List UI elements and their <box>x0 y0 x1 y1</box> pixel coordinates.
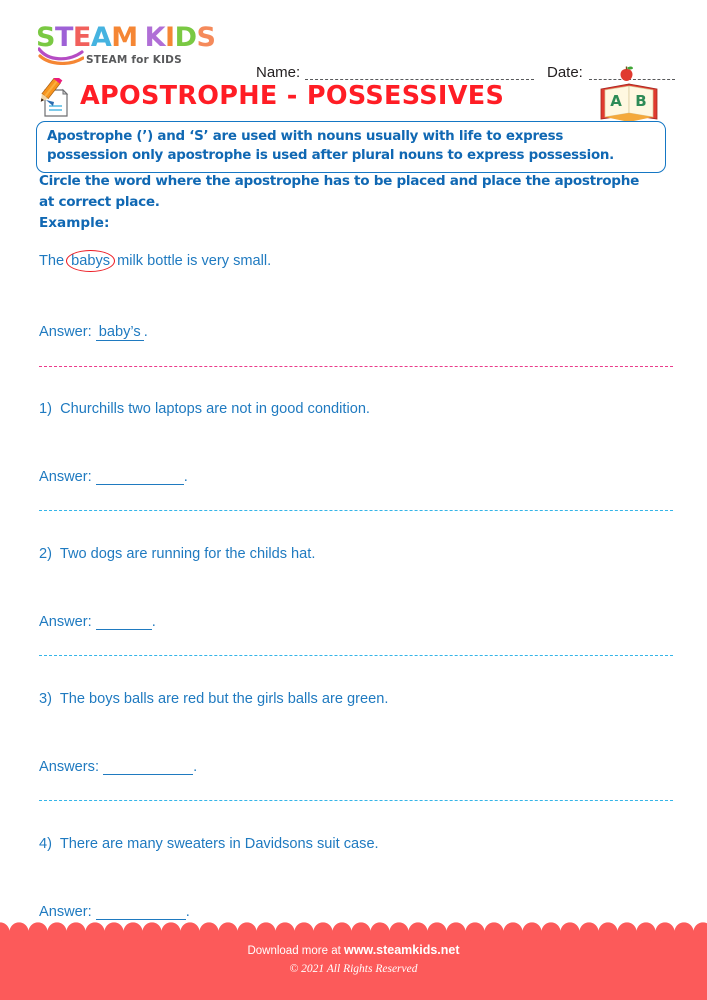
logo-letter-k: K <box>144 22 166 53</box>
logo-tagline: STEAM for KIDS <box>86 54 182 66</box>
answer-1-period: . <box>183 469 188 485</box>
directions-line-1: Circle the word where the apostrophe has to be placed and place the apostrophe <box>39 173 640 189</box>
question-4-text: There are many sweaters in Davidsons suit case. <box>59 836 379 852</box>
example-text-before: The <box>39 253 65 269</box>
answer-1-label: Answer: <box>39 469 92 485</box>
divider-teal-1 <box>39 510 673 511</box>
logo-letter-d: D <box>174 22 197 53</box>
divider-pink <box>39 366 673 367</box>
footer-download-line <box>0 943 707 957</box>
directions-line-2: at correct place. <box>39 194 160 210</box>
svg-text:A: A <box>610 92 622 110</box>
example-answer-label: Answer: <box>39 324 92 340</box>
divider-teal-3 <box>39 800 673 801</box>
answer-4-blank[interactable] <box>96 906 186 920</box>
example-answer-row <box>39 324 148 341</box>
logo-letter-e: E <box>72 22 91 53</box>
answer-row-1 <box>39 469 188 485</box>
logo-letter-m: M <box>111 22 138 53</box>
question-1-number: 1) <box>39 401 52 417</box>
example-answer-period: . <box>143 324 148 340</box>
example-answer-value: baby’s <box>96 324 144 341</box>
question-2-number: 2) <box>39 546 52 562</box>
question-1-text: Churchills two laptops are not in good condition. <box>60 401 370 417</box>
logo-letter-t: T <box>54 22 73 53</box>
answer-2-period: . <box>151 614 156 630</box>
answer-1-blank[interactable] <box>96 471 184 485</box>
footer-url[interactable]: www.steamkids.net <box>343 943 460 957</box>
answer-row-2 <box>39 614 156 630</box>
instruction-line-2: possession only apostrophe is used after plural nouns to express possession. <box>47 147 615 163</box>
question-2-text: Two dogs are running for the childs hat. <box>59 546 316 562</box>
steam-kids-logo <box>36 24 241 72</box>
question-3-text: The boys balls are red but the girls balls are green. <box>59 691 389 707</box>
footer-download-prefix: Download more at <box>247 945 344 957</box>
answer-row-3 <box>39 759 197 775</box>
date-field-label: Date: <box>547 64 583 81</box>
answer-4-label: Answer: <box>39 904 92 920</box>
answer-4-period: . <box>185 904 190 920</box>
instruction-line-1: Apostrophe (’) and ‘S’ are used with nouns usually with life to express <box>47 129 564 144</box>
example-text-after: milk bottle is very small. <box>117 253 272 269</box>
svg-text:B: B <box>635 92 647 110</box>
instruction-callout <box>36 121 666 173</box>
circled-word-text: babys <box>71 253 111 269</box>
pencil-writing-icon <box>33 78 75 120</box>
logo-swoosh-icon <box>38 45 84 65</box>
example-label: Example: <box>39 215 110 231</box>
answer-2-label: Answer: <box>39 614 92 630</box>
circled-word[interactable] <box>66 253 115 269</box>
scallop-edge-decoration <box>0 922 707 941</box>
abc-book-icon <box>595 65 665 123</box>
page-title: APOSTROPHE - POSSESSIVES <box>80 81 505 111</box>
answer-3-label: Answers: <box>39 759 100 775</box>
logo-letter-i: I <box>165 22 175 53</box>
directions-block <box>39 171 684 234</box>
answer-2-blank[interactable] <box>96 616 152 630</box>
footer-copyright: © 2021 All Rights Reserved <box>289 963 418 975</box>
question-1 <box>39 401 370 417</box>
logo-letter-s2: S <box>196 22 216 53</box>
divider-teal-2 <box>39 655 673 656</box>
page-footer <box>0 931 707 1000</box>
name-field-label: Name: <box>256 64 301 81</box>
answer-row-4 <box>39 904 190 920</box>
logo-letter-s1: S <box>36 22 55 53</box>
answer-3-blank[interactable] <box>103 761 193 775</box>
title-row <box>0 78 707 120</box>
question-3-number: 3) <box>39 691 52 707</box>
question-4-number: 4) <box>39 836 52 852</box>
answer-3-period: . <box>193 759 198 775</box>
example-sentence <box>39 253 271 269</box>
question-4 <box>39 836 379 852</box>
question-2 <box>39 546 315 562</box>
logo-letter-a: A <box>90 22 112 53</box>
question-3 <box>39 691 388 707</box>
